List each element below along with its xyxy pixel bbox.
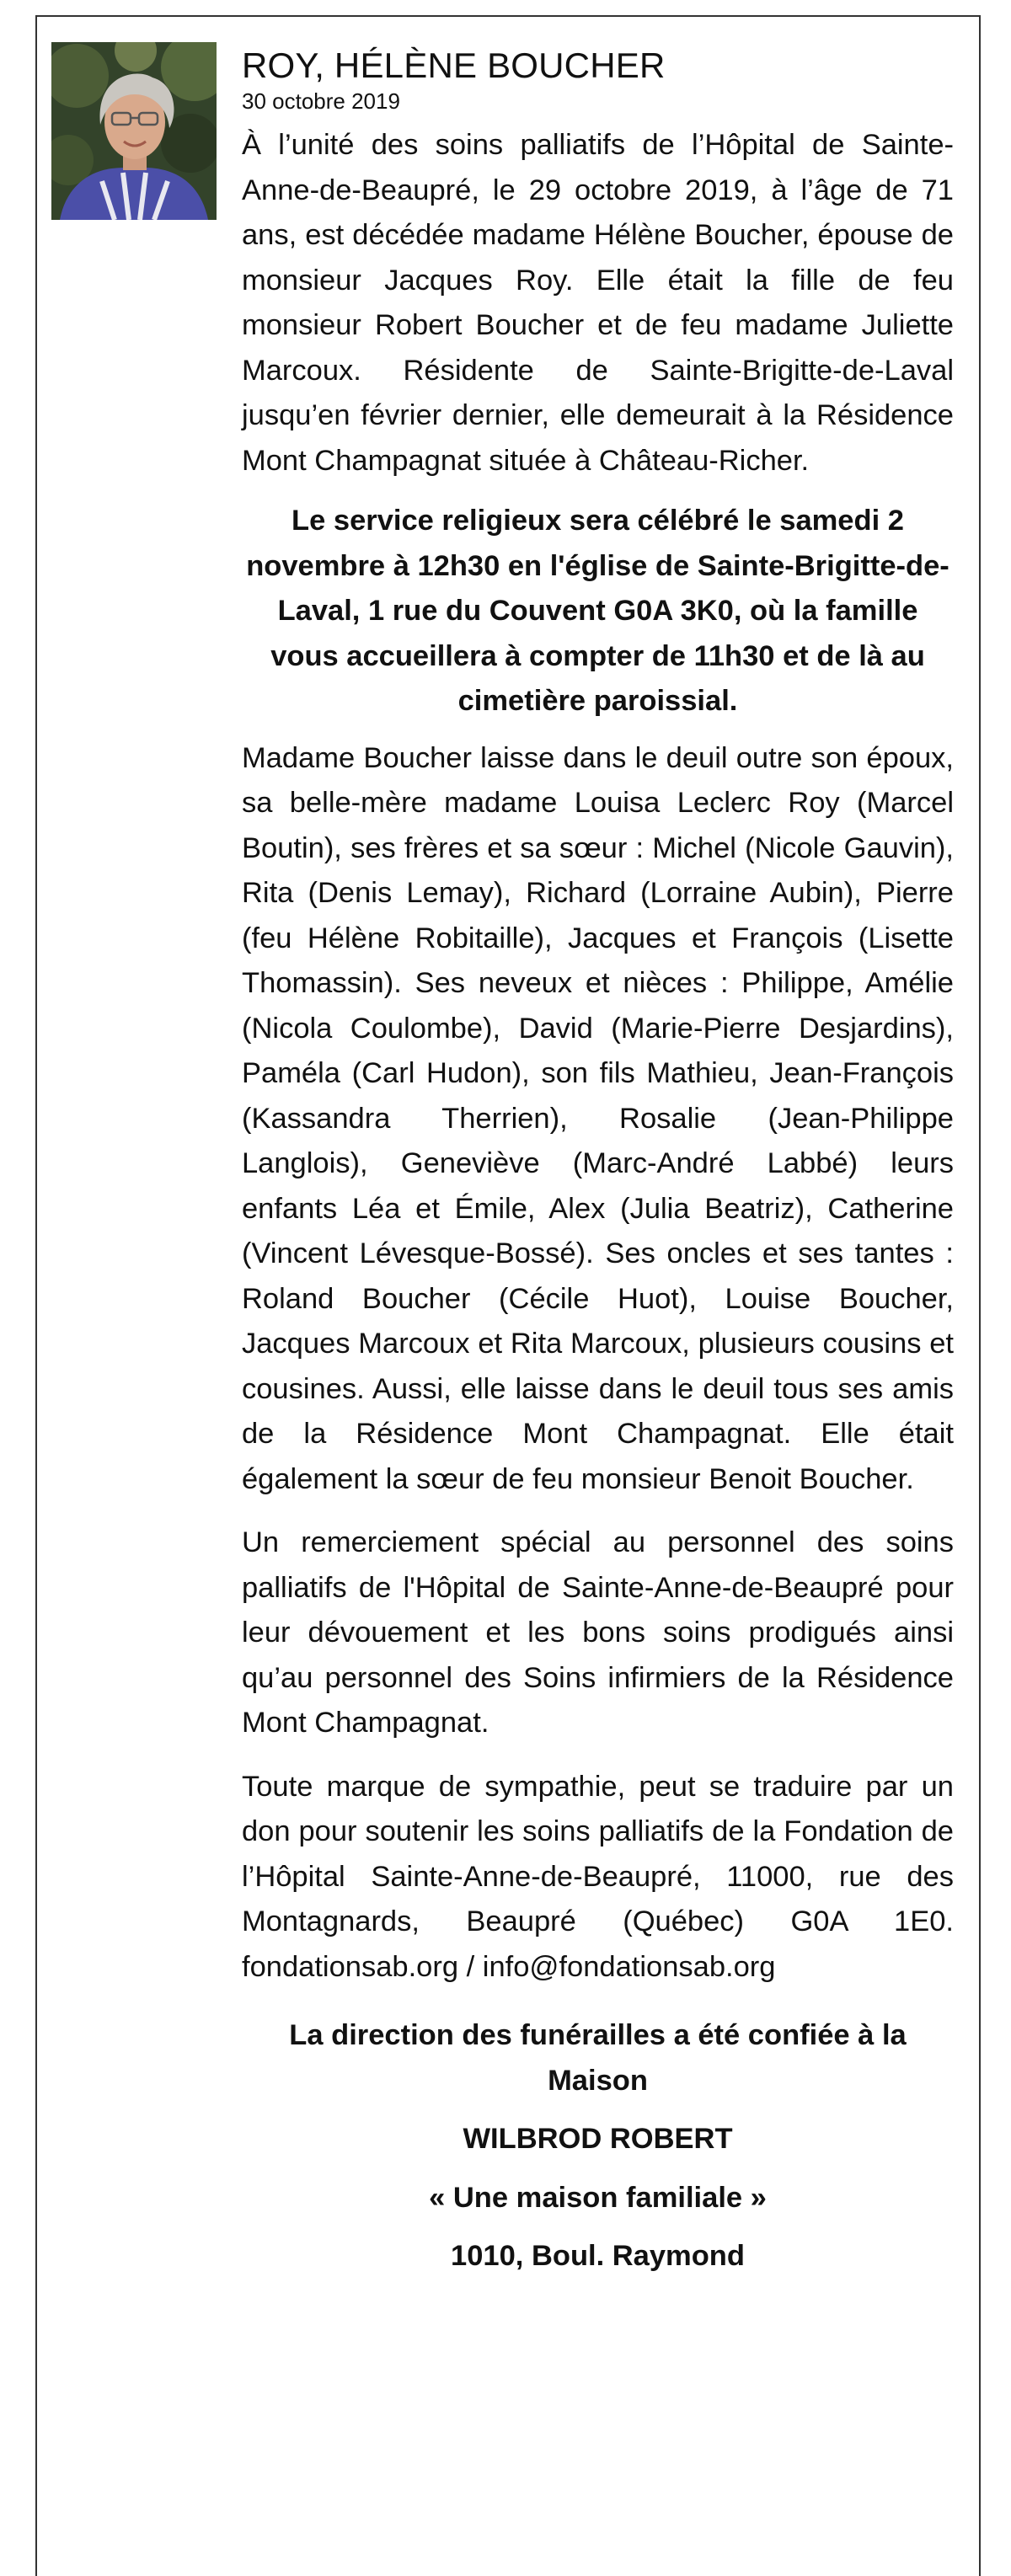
service-announcement: Le service religieux sera célébré le samedi 2 novembre à 12h30 en l'église de Sainte-Brigitte-de-Laval, 1 rue du Couvent G0A 3K0, où la famille vous accueillera à compter de 11h30 et de là au cimetière paroissial. [246,505,949,717]
thanks-paragraph: Un remerciement spécial au personnel des soins palliatifs de l'Hôpital de Sainte-Anne-de-Beaupré pour leur dévouement et les bons soins prodigués ainsi qu’au personnel des Soins infirmiers de la Résidence Mont Champagnat. [242,1526,954,1739]
portrait-image [51,42,217,220]
funeral-home-address: 1010, Boul. Raymond [451,2240,745,2272]
family-paragraph: Madame Boucher laisse dans le deuil outre son époux, sa belle-mère madame Louisa Leclerc Roy (Marcel Boutin), ses frères et sa sœur : Michel (Nicole Gauvin), Rita (Denis Lemay), Richard (Lorraine Aubin), Pierre (feu Hélène Robitaille), Jacques et François (Lisette Thomassin). Ses neveux et nièces : Philippe, Amélie (Nicola Coulombe), David (Marie-Pierre Desjardins), Paméla (Carl Hudon), son fils Mathieu, Jean-François (Kassandra Therrien), Rosalie (Jean-Philippe Langlois), Geneviève (Marc-André Labbé) leurs enfants Léa et Émile, Alex (Julia Beatriz), Catherine (Vincent Lévesque-Bossé). Ses oncles et ses tantes : Roland Boucher (Cécile Huot), Louise Boucher, Jacques Marcoux et Rita Marcoux, plusieurs cousins et cousines. Aussi, elle laisse dans le deuil tous ses amis de la Résidence Mont Champagnat. Elle était également la sœur de feu monsieur Benoit Boucher. [242,741,954,1495]
funeral-home-block [242,2013,954,2279]
publication-date: 30 octobre 2019 [242,88,400,114]
obituary-content [242,44,954,2279]
funeral-home-name: WILBROD ROBERT [463,2123,733,2155]
deceased-name: ROY, HÉLÈNE BOUCHER [242,45,666,85]
funeral-home-slogan: « Une maison familiale » [429,2181,767,2214]
donation-paragraph: Toute marque de sympathie, peut se traduire par un don pour soutenir les soins palliatifs de la Fondation de l’Hôpital Sainte-Anne-de-Beaupré, 11000, rue des Montagnards, Beaupré (Québec) G0A 1E0. fondationsab.org / info@fondationsab.org [242,1770,954,1983]
intro-paragraph: À l’unité des soins palliatifs de l’Hôpital de Sainte-Anne-de-Beaupré, le 29 octobre 2019, à l’âge de 71 ans, est décédée madame Hélène Boucher, épouse de monsieur Jacques Roy. Elle était la fille de feu monsieur Robert Boucher et de feu madame Juliette Marcoux. Résidente de Sainte-Brigitte-de-Laval jusqu’en février dernier, elle demeurait à la Résidence Mont Champagnat située à Château-Richer. [242,129,954,477]
funeral-home-intro: La direction des funérailles a été confiée à la Maison [289,2019,907,2097]
portrait-photo [51,42,217,220]
